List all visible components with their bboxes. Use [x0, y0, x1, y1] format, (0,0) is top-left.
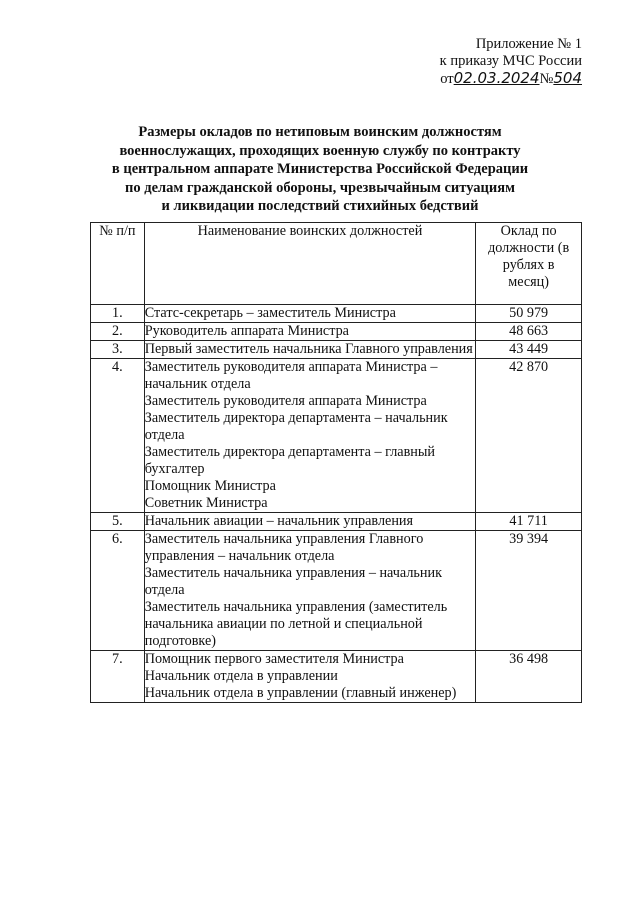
- title-line: Размеры окладов по нетиповым воинским должностям: [138, 124, 502, 140]
- row-number: 1.: [91, 305, 145, 323]
- position-title: Заместитель директора департамента – главный бухгалтер: [144, 444, 436, 477]
- row-number: 5.: [91, 513, 145, 531]
- row-salary: 39 394: [476, 531, 582, 651]
- table-row: [91, 323, 582, 341]
- header-salary: [476, 223, 582, 305]
- position-title: Статс-секретарь – заместитель Министра: [144, 305, 396, 321]
- position-title: Заместитель руководителя аппарата Министра – начальник отдела: [144, 359, 438, 392]
- table-row: [91, 531, 582, 651]
- title-line: военнослужащих, проходящих военную службу по контракту: [119, 142, 521, 159]
- handwritten-date: 02.03.2024: [453, 69, 540, 87]
- row-positions: [144, 359, 475, 513]
- position-title: Первый заместитель начальника Главного управления: [144, 341, 473, 357]
- table-row: [91, 513, 582, 531]
- header-salary-line: месяц): [508, 274, 549, 290]
- table-row: [91, 341, 582, 359]
- row-positions: [144, 651, 475, 703]
- row-salary: 36 498: [476, 651, 582, 703]
- handwritten-number: 504: [553, 69, 582, 87]
- row-salary: 50 979: [476, 305, 582, 323]
- row-number: 3.: [91, 341, 145, 359]
- row-positions: [144, 513, 475, 531]
- position-title: Заместитель начальника управления Главного управления – начальник отдела: [144, 531, 424, 564]
- row-positions: [144, 341, 475, 359]
- row-positions: [144, 323, 475, 341]
- position-title: Начальник авиации – начальник управления: [144, 513, 414, 529]
- title-line: в центральном аппарате Министерства Российской Федерации: [111, 161, 529, 177]
- position-title: Руководитель аппарата Министра: [144, 323, 349, 339]
- row-positions: [144, 305, 475, 323]
- row-number: 6.: [91, 531, 145, 651]
- order-reference: к приказу МЧС России: [439, 53, 582, 69]
- position-title: Заместитель руководителя аппарата Министра: [144, 393, 427, 409]
- position-title: Заместитель директора департамента – начальник отдела: [144, 410, 448, 443]
- position-title: Советник Министра: [144, 495, 268, 511]
- number-prefix: №: [539, 71, 554, 87]
- header-number: № п/п: [91, 223, 145, 305]
- table-row: [91, 305, 582, 323]
- position-title: Начальник отдела в управлении (главный инженер): [144, 685, 457, 701]
- row-salary: 48 663: [476, 323, 582, 341]
- row-salary: 41 711: [476, 513, 582, 531]
- position-title: Заместитель начальника управления (заместитель начальника авиации по летной и специальной подготовке): [144, 599, 448, 649]
- order-date-number: [440, 70, 582, 88]
- header-position-name: Наименование воинских должностей: [144, 223, 475, 305]
- document-title: [60, 123, 580, 216]
- position-title: Помощник Министра: [144, 478, 276, 494]
- date-prefix: от: [440, 71, 454, 87]
- header-salary-line: рублях в: [502, 257, 555, 273]
- position-title: Начальник отдела в управлении: [144, 668, 338, 684]
- title-line: и ликвидации последствий стихийных бедствий: [161, 198, 479, 214]
- header-salary-line: должности (в: [488, 240, 570, 256]
- appendix-block: [440, 36, 582, 88]
- row-number: 4.: [91, 359, 145, 513]
- row-positions: [144, 531, 475, 651]
- table-row: [91, 651, 582, 703]
- row-salary: 42 870: [476, 359, 582, 513]
- position-title: Помощник первого заместителя Министра: [144, 651, 404, 667]
- row-number: 2.: [91, 323, 145, 341]
- appendix-label: Приложение № 1: [475, 36, 582, 52]
- row-salary: 43 449: [476, 341, 582, 359]
- row-number: 7.: [91, 651, 145, 703]
- header-salary-line: Оклад по: [500, 223, 557, 239]
- table-row: [91, 359, 582, 513]
- table-header-row: [91, 223, 582, 305]
- salary-table: [90, 222, 582, 703]
- position-title: Заместитель начальника управления – начальник отдела: [144, 565, 442, 598]
- title-line: по делам гражданской обороны, чрезвычайным ситуациям: [125, 179, 515, 196]
